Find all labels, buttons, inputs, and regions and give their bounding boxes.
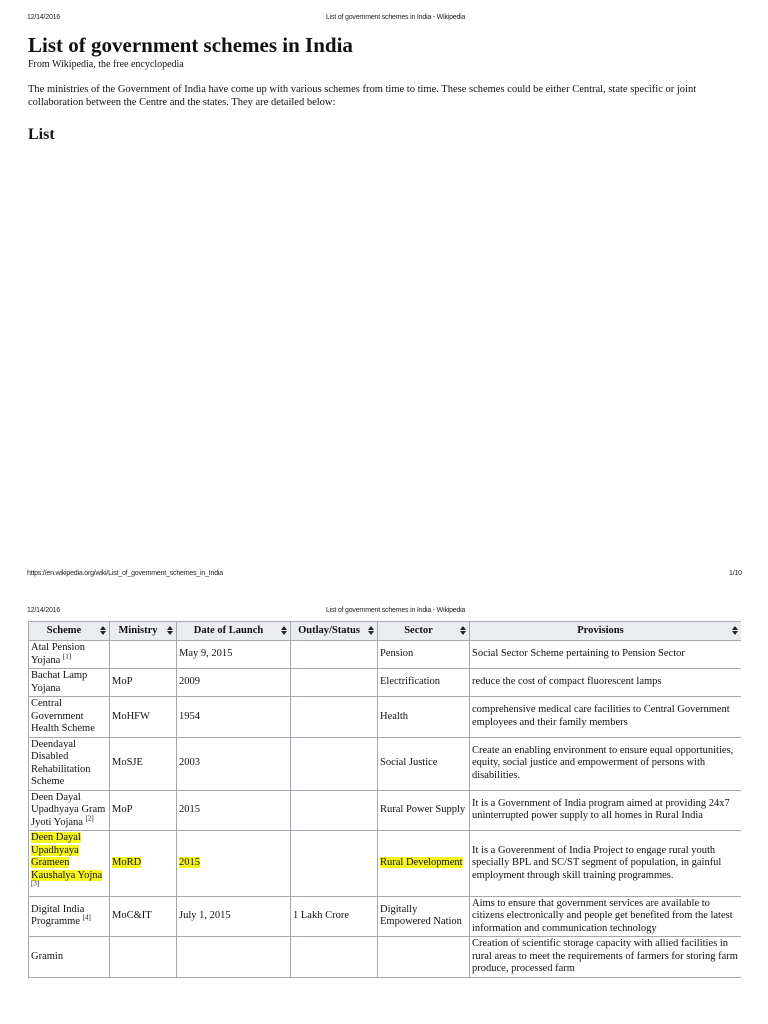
cell-outlay-status xyxy=(291,641,378,669)
page-tagline: From Wikipedia, the free encyclopedia xyxy=(28,59,184,70)
cell-sector-text: Electrification xyxy=(380,676,441,688)
table-row xyxy=(29,737,742,790)
sort-icon[interactable] xyxy=(368,625,374,636)
print-doc-title-page2: List of government schemes in India - Wikipedia xyxy=(326,607,466,614)
cell-provisions-text: Create an enabling environment to ensure equal opportunities, equity, social justice and empowerment of persons with disabilities. xyxy=(472,744,734,781)
cell-date-of-launch-text: May 9, 2015 xyxy=(179,648,233,660)
cell-outlay-status xyxy=(291,669,378,697)
cell-provisions xyxy=(470,641,742,669)
column-header-ministry[interactable]: Ministry xyxy=(110,622,177,641)
print-url: https://en.wikipedia.org/wiki/List_of_government_schemes_in_India xyxy=(27,570,223,577)
table-row xyxy=(29,896,742,937)
sort-icon[interactable] xyxy=(732,625,738,636)
cell-sector-text: Rural Power Supply xyxy=(380,804,466,815)
cell-sector-text: Rural Development xyxy=(380,857,463,868)
sort-icon[interactable] xyxy=(460,625,466,636)
cell-scheme xyxy=(29,641,110,669)
cell-scheme xyxy=(29,737,110,790)
cell-sector xyxy=(378,937,470,978)
table-row xyxy=(29,937,742,978)
cell-sector xyxy=(378,896,470,937)
cell-outlay-status xyxy=(291,697,378,738)
cell-outlay-status xyxy=(291,896,378,937)
cell-outlay-status xyxy=(291,790,378,831)
cell-provisions xyxy=(470,896,742,937)
cell-ministry-text: MoHFW xyxy=(112,710,150,722)
cell-scheme-text[interactable]: Deendayal Disabled Rehabilitation Scheme xyxy=(31,738,91,787)
citation-ref-link[interactable]: [3] xyxy=(31,879,40,888)
cell-sector xyxy=(378,831,470,897)
column-header-provisions[interactable]: Provisions xyxy=(470,622,742,641)
cell-date-of-launch xyxy=(177,737,291,790)
print-date-page2: 12/14/2016 xyxy=(27,607,61,614)
cell-ministry xyxy=(110,790,177,831)
print-doc-title: List of government schemes in India - Wikipedia xyxy=(326,14,466,21)
cell-provisions-text: reduce the cost of compact fluorescent lamps xyxy=(472,676,662,688)
cell-sector xyxy=(378,669,470,697)
cell-date-of-launch-text: 2015 xyxy=(179,804,200,815)
cell-ministry xyxy=(110,896,177,937)
cell-provisions-text: It is a Government of India program aimed at providing 24x7 uninterrupted power supply to all homes in Rural India xyxy=(472,797,730,822)
cell-scheme xyxy=(29,697,110,738)
cell-sector xyxy=(378,737,470,790)
cell-provisions-text: Aims to ensure that government services are available to citizens electronically and people get benefited from the latest information and communication technology xyxy=(472,897,733,934)
table-row xyxy=(29,790,742,831)
table-row xyxy=(29,669,742,697)
print-page-number: 1/10 xyxy=(729,570,742,577)
cell-ministry xyxy=(110,737,177,790)
print-date: 12/14/2016 xyxy=(27,14,61,21)
sort-icon[interactable] xyxy=(100,625,106,636)
cell-date-of-launch xyxy=(177,669,291,697)
cell-provisions xyxy=(470,697,742,738)
section-heading-list: List xyxy=(28,126,55,143)
column-header-date-of-launch[interactable]: Date of Launch xyxy=(177,622,291,641)
sort-icon[interactable] xyxy=(281,625,287,636)
cell-provisions-text: Social Sector Scheme pertaining to Pension Sector xyxy=(472,648,685,660)
cell-provisions xyxy=(470,790,742,831)
cell-scheme-text[interactable]: Bachat Lamp Yojana xyxy=(31,670,88,694)
cell-scheme-text[interactable]: Central Government Health Scheme xyxy=(31,698,95,734)
column-header-sector[interactable]: Sector xyxy=(378,622,470,641)
citation-ref-link[interactable]: [4] xyxy=(82,913,91,922)
sort-icon[interactable] xyxy=(167,625,173,636)
cell-scheme xyxy=(29,790,110,831)
cell-sector xyxy=(378,697,470,738)
cell-outlay-status xyxy=(291,737,378,790)
cell-outlay-status xyxy=(291,937,378,978)
table-header-row xyxy=(29,622,742,641)
cell-ministry xyxy=(110,937,177,978)
cell-scheme-text[interactable]: Atal Pension Yojana xyxy=(31,642,85,666)
cell-date-of-launch xyxy=(177,790,291,831)
cell-provisions-text: It is a Goverenment of India Project to engage rural youth specially BPL and SC/ST segment of population, in gainful employment through skill training programmes. xyxy=(472,844,722,881)
table-row xyxy=(29,641,742,669)
cell-sector-text: Health xyxy=(380,710,408,722)
cell-scheme xyxy=(29,896,110,937)
cell-sector-text: Digitally Empowered Nation xyxy=(380,903,462,928)
cell-provisions xyxy=(470,937,742,978)
cell-scheme-text[interactable]: Digital India Programme xyxy=(31,903,85,928)
cell-scheme xyxy=(29,937,110,978)
schemes-table-container xyxy=(28,621,741,1024)
cell-ministry-text: MoP xyxy=(112,676,133,688)
cell-ministry xyxy=(110,641,177,669)
cell-date-of-launch xyxy=(177,831,291,897)
cell-sector xyxy=(378,790,470,831)
column-header-outlay-status[interactable]: Outlay/Status xyxy=(291,622,378,641)
page-title: List of government schemes in India xyxy=(28,33,353,57)
cell-ministry-text: MoC&IT xyxy=(112,910,152,921)
cell-scheme-text[interactable]: Deen Dayal Upadhyaya Gram Jyoti Yojana xyxy=(31,791,106,828)
cell-outlay-status xyxy=(291,831,378,897)
table-row xyxy=(29,697,742,738)
cell-ministry xyxy=(110,669,177,697)
citation-ref-link[interactable]: [2] xyxy=(85,814,94,822)
cell-ministry xyxy=(110,697,177,738)
cell-ministry xyxy=(110,831,177,897)
cell-date-of-launch-text: 1954 xyxy=(179,710,200,722)
cell-date-of-launch xyxy=(177,896,291,937)
cell-provisions xyxy=(470,737,742,790)
cell-date-of-launch-text: 2015 xyxy=(179,857,200,868)
cell-date-of-launch-text: July 1, 2015 xyxy=(179,910,231,921)
cell-date-of-launch xyxy=(177,641,291,669)
cell-ministry-text: MoRD xyxy=(112,857,142,868)
cell-ministry-text: MoSJE xyxy=(112,757,143,769)
cell-provisions-text: comprehensive medical care facilities to Central Government employees and their family members xyxy=(472,704,730,728)
cell-sector-text: Social Justice xyxy=(380,757,438,769)
cell-provisions xyxy=(470,669,742,697)
schemes-table xyxy=(28,621,741,978)
table-row xyxy=(29,831,742,897)
cell-outlay-status-text: 1 Lakh Crore xyxy=(293,910,349,921)
intro-paragraph: The ministries of the Government of India have come up with various schemes from time to time. These schemes could be either Central, state specific or joint collaboration between the Centre and the states. They are detailed below: xyxy=(28,84,697,108)
cell-date-of-launch xyxy=(177,937,291,978)
cell-date-of-launch-text: 2009 xyxy=(179,676,200,688)
citation-ref-link[interactable]: [1] xyxy=(62,652,72,660)
cell-provisions-text: Creation of scientific storage capacity with allied facilities in rural areas to meet the requirements of farmers for storing farm produce, processed farm xyxy=(472,938,738,974)
cell-scheme-text[interactable]: Deen Dayal Upadhyaya Grameen Kaushalya Yojna xyxy=(31,832,103,881)
cell-scheme xyxy=(29,831,110,897)
cell-sector xyxy=(378,641,470,669)
cell-provisions xyxy=(470,831,742,897)
cell-scheme-text[interactable]: Gramin xyxy=(31,950,64,962)
cell-date-of-launch xyxy=(177,697,291,738)
cell-sector-text: Pension xyxy=(380,648,414,660)
cell-date-of-launch-text: 2003 xyxy=(179,757,200,769)
cell-ministry-text: MoP xyxy=(112,804,133,815)
cell-scheme xyxy=(29,669,110,697)
column-header-scheme[interactable]: Scheme xyxy=(29,622,110,641)
